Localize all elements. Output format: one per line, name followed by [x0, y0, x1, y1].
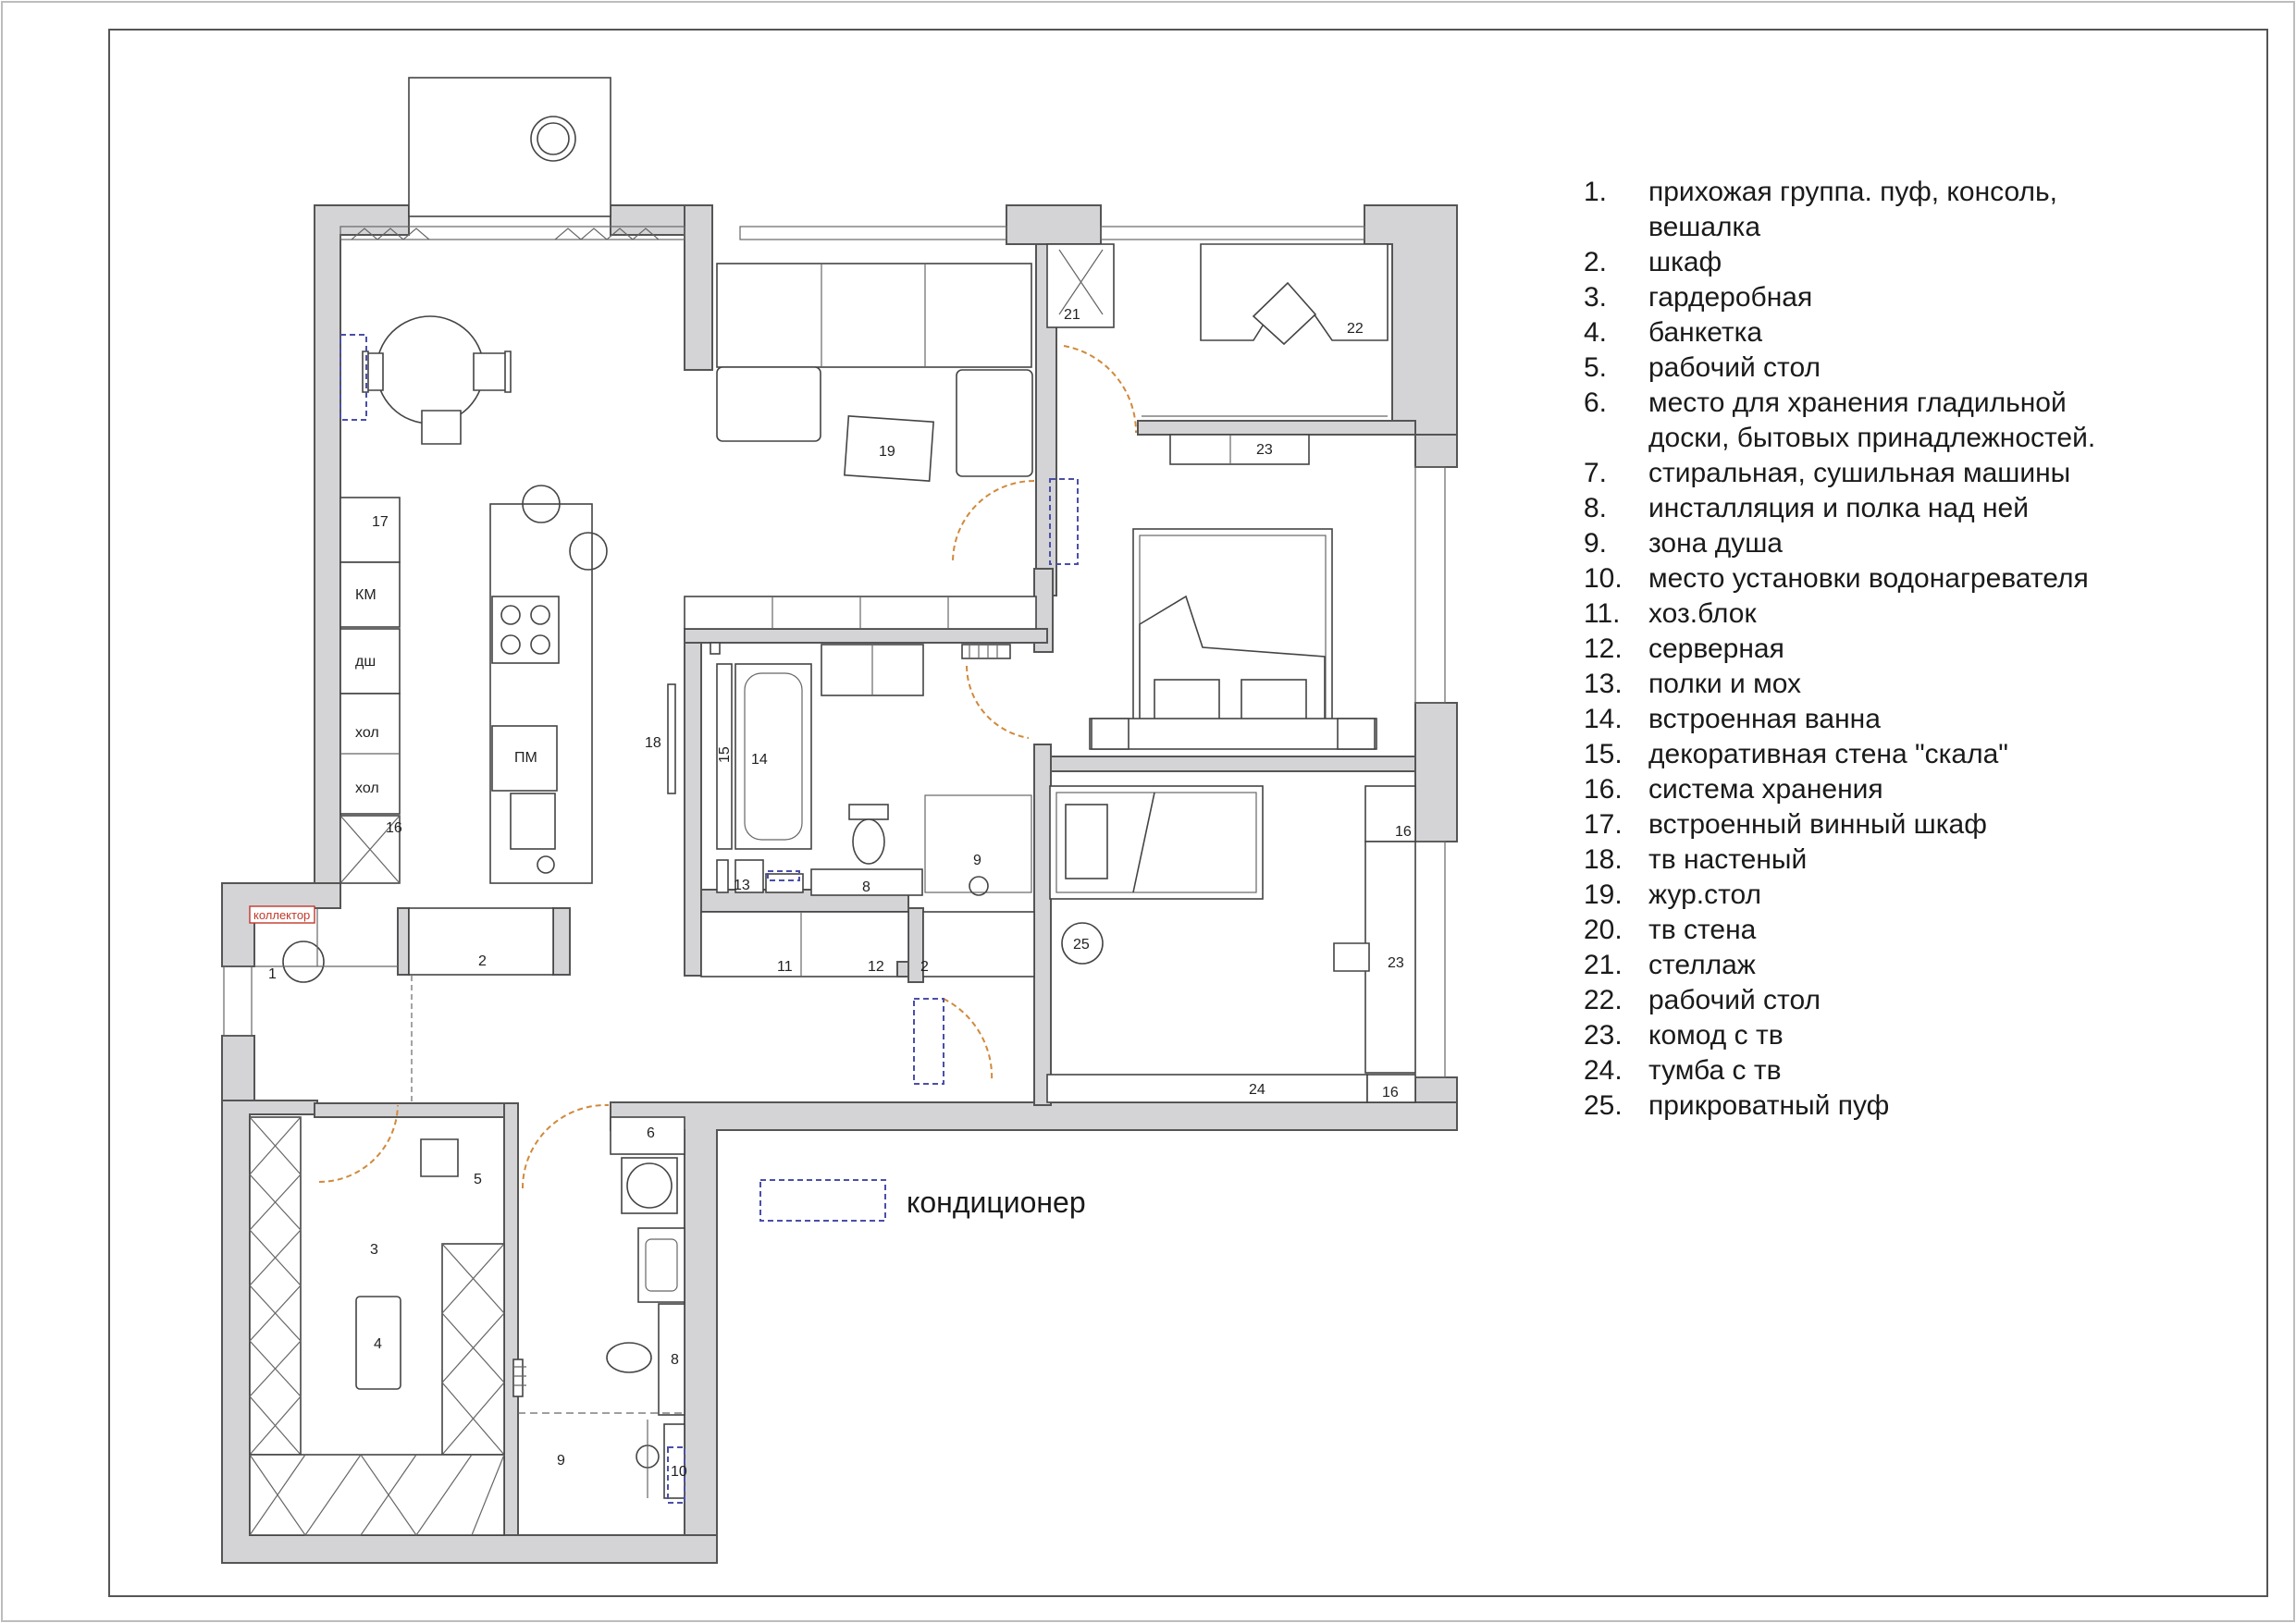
hob — [492, 596, 559, 663]
legend-item-2-text: шкаф — [1648, 247, 1722, 277]
label-9a: 9 — [973, 853, 981, 868]
ac-bedroom-2 — [914, 999, 944, 1084]
window-entry — [224, 966, 252, 1036]
legend-item-10-number: 10. — [1584, 563, 1623, 594]
tv-stand-24 — [1047, 1075, 1367, 1102]
legend-item-3-number: 3. — [1584, 282, 1608, 313]
ac-legend-label: кондиционер — [907, 1186, 1086, 1219]
legend-item-7-text: стиральная, сушильная машины — [1648, 458, 2071, 488]
dresser-23-top — [1170, 435, 1309, 464]
bathtub-14 — [735, 664, 811, 849]
legend-item-8-number: 8. — [1584, 493, 1608, 523]
window-bedroom1 — [1415, 467, 1445, 703]
toilet-tank — [849, 805, 888, 819]
wall-bedroom1-north — [1138, 421, 1415, 435]
legend-item-9-number: 9. — [1584, 528, 1608, 559]
nightstand-1a — [1092, 719, 1129, 749]
label-10: 10 — [671, 1464, 687, 1480]
label-km: КМ — [355, 587, 376, 603]
headboard-1 — [1090, 719, 1376, 749]
wall-east-b — [1415, 703, 1457, 842]
legend-item-18-text: тв настеный — [1648, 844, 1808, 875]
label-5: 5 — [474, 1172, 482, 1187]
bedroom-1 — [1090, 435, 1376, 749]
label-25: 25 — [1073, 937, 1090, 953]
label-9b: 9 — [557, 1453, 565, 1469]
legend-item-6-text: место для хранения гладильной — [1648, 387, 2067, 418]
wall-east-a — [1415, 435, 1457, 467]
label-16c: 16 — [1382, 1085, 1399, 1100]
label-24: 24 — [1249, 1082, 1265, 1098]
legend-item-3-text: гардеробная — [1648, 282, 1813, 313]
legend-item-13-text: полки и мох — [1648, 669, 1802, 699]
legend-item-23-text: комод с тв — [1648, 1020, 1784, 1051]
wall-entry-closet — [398, 908, 409, 975]
legend-item-14-text: встроенная ванна — [1648, 704, 1881, 734]
label-8b: 8 — [671, 1352, 679, 1368]
washer-7 — [622, 1158, 677, 1213]
legend-item-1-text-2: вешалка — [1648, 212, 1761, 242]
label-4: 4 — [374, 1336, 382, 1352]
nightstand-1b — [1338, 719, 1375, 749]
legend-item-20-text: тв стена — [1648, 915, 1757, 945]
label-3: 3 — [370, 1242, 378, 1258]
radiator-2 — [513, 1359, 523, 1396]
wall-bath-north — [685, 629, 1047, 643]
wall-west-mid — [222, 1036, 254, 1100]
label-23b: 23 — [1388, 955, 1404, 971]
legend-item-2-number: 2. — [1584, 247, 1608, 277]
shelf-13-a — [717, 860, 728, 892]
legend-item-4-number: 4. — [1584, 317, 1608, 348]
sofa-chaise-west — [717, 367, 821, 441]
wall-dressing-bath — [504, 1103, 518, 1535]
label-dsh: дш — [355, 654, 376, 670]
dining-table — [376, 316, 484, 424]
dressing-room — [250, 1117, 504, 1535]
bathroom-1 — [710, 643, 1031, 895]
legend-item-16-text: система хранения — [1648, 774, 1883, 805]
sofa-back — [717, 264, 1031, 367]
tv-wall-18 — [668, 684, 675, 793]
kitchen-sink — [511, 793, 555, 849]
wall-north-2 — [1006, 205, 1101, 244]
collector-label: коллектор — [253, 908, 311, 922]
ac-legend-swatch — [760, 1180, 885, 1221]
legend-item-5-text: рабочий стол — [1648, 352, 1821, 383]
legend-item-24-number: 24. — [1584, 1055, 1623, 1086]
legend-item-12-text: серверная — [1648, 633, 1784, 664]
dressing-shelf-south — [250, 1455, 504, 1535]
kitchen-dining — [340, 316, 675, 883]
server-12-box — [897, 962, 908, 977]
toilet-2 — [607, 1343, 651, 1372]
label-1: 1 — [268, 966, 277, 982]
legend-item-13-number: 13. — [1584, 669, 1623, 699]
door-bath-2 — [523, 1105, 609, 1188]
legend-item-4-text: банкетка — [1648, 317, 1763, 348]
balcony — [409, 78, 611, 216]
legend-item-14-number: 14. — [1584, 704, 1623, 734]
legend-item-24-text: тумба с тв — [1648, 1055, 1782, 1086]
bed-2-pillow — [1066, 805, 1107, 879]
legend-item-25-text: прикроватный пуф — [1648, 1090, 1890, 1121]
legend-item-12-number: 12. — [1584, 633, 1623, 664]
wine-cabinet-17 — [340, 498, 400, 562]
bedroom-2 — [1047, 786, 1415, 1102]
legend-item-21-text: стеллаж — [1648, 950, 1756, 980]
window-bedroom2 — [1415, 842, 1445, 1077]
door-bath-1 — [967, 666, 1029, 738]
wall-bedroom2-west — [1034, 744, 1051, 1105]
label-15: 15 — [717, 746, 733, 763]
door-study — [1064, 346, 1136, 433]
legend-item-16-number: 16. — [1584, 774, 1623, 805]
legend-item-11-number: 11. — [1584, 598, 1621, 629]
sink-cabinet — [766, 874, 803, 892]
legend-item-9-text: зона душа — [1648, 528, 1783, 559]
label-23a: 23 — [1256, 442, 1273, 458]
label-18: 18 — [645, 735, 661, 751]
wall-dressing-north — [315, 1103, 504, 1117]
door-bedroom-2 — [944, 999, 992, 1082]
toilet-bowl — [853, 819, 884, 864]
label-13: 13 — [734, 878, 750, 893]
dining-chair-east — [474, 351, 511, 392]
wall-living-kitchen-pier — [685, 205, 712, 370]
living-room — [685, 264, 1036, 629]
legend-item-23-number: 23. — [1584, 1020, 1623, 1051]
chair-bed2 — [1334, 943, 1369, 971]
legend-item-22-number: 22. — [1584, 985, 1623, 1015]
legend-item-5-number: 5. — [1584, 352, 1608, 383]
wall-bath-west — [685, 629, 701, 976]
legend-item-10-text: место установки водонагревателя — [1648, 563, 2089, 594]
legend-item-6-text-2: доски, бытовых принадлежностей. — [1648, 423, 2096, 453]
bath-fixture — [710, 643, 720, 654]
dressing-shelf-west — [250, 1117, 301, 1455]
door-living-bath — [953, 481, 1034, 562]
legend-item-11-text: хоз.блок — [1648, 598, 1757, 629]
legend-item-21-number: 21. — [1584, 950, 1623, 980]
label-16b: 16 — [1395, 824, 1412, 840]
legend-item-17-number: 17. — [1584, 809, 1623, 840]
dining-chair-south — [422, 411, 461, 444]
study-room — [1047, 244, 1388, 416]
legend-item-1-text: прихожая группа. пуф, консоль, — [1648, 177, 2057, 207]
legend-item-19-text: жур.стол — [1648, 879, 1762, 910]
label-hol-2: хол — [355, 781, 379, 796]
label-12: 12 — [868, 959, 884, 975]
label-17: 17 — [372, 514, 389, 530]
legend-item-19-number: 19. — [1584, 879, 1623, 910]
shelving-21 — [1047, 244, 1114, 327]
balcony-outline — [409, 78, 611, 216]
legend-item-8-text: инсталляция и полка над ней — [1648, 493, 2029, 523]
wall-bedrooms-between — [1051, 756, 1415, 771]
legend-item-6-number: 6. — [1584, 387, 1608, 418]
dressing-shelf-east — [442, 1244, 504, 1455]
wall-south-east — [611, 1102, 1457, 1535]
label-16a: 16 — [386, 820, 402, 836]
window-bedroom — [1101, 227, 1364, 240]
legend-item-15-text: декоративная стена "скала" — [1648, 739, 2008, 769]
wall-closet-2 — [553, 908, 570, 975]
label-14: 14 — [751, 752, 768, 768]
label-19: 19 — [879, 444, 895, 460]
label-11: 11 — [777, 959, 793, 975]
legend-item-18-number: 18. — [1584, 844, 1623, 875]
legend-item-1-number: 1. — [1584, 177, 1608, 207]
label-8a: 8 — [862, 879, 870, 895]
legend-item-25-number: 25. — [1584, 1090, 1623, 1121]
sofa-chaise-east — [957, 370, 1032, 476]
legend-item-22-text: рабочий стол — [1648, 985, 1821, 1015]
label-21: 21 — [1064, 307, 1080, 323]
label-22: 22 — [1347, 321, 1364, 337]
bathroom-2 — [513, 1117, 685, 1498]
shower-9-bath — [925, 795, 1031, 892]
legend-list — [1584, 177, 2095, 1121]
legend-item-7-number: 7. — [1584, 458, 1608, 488]
label-2a: 2 — [478, 953, 487, 969]
label-6: 6 — [647, 1125, 655, 1141]
window-living — [740, 227, 1006, 240]
desk-chair-5 — [421, 1139, 458, 1176]
label-pm: ПМ — [514, 750, 537, 766]
wardrobe-2-hall — [923, 912, 1034, 977]
legend-item-20-number: 20. — [1584, 915, 1623, 945]
legend-item-15-number: 15. — [1584, 739, 1623, 769]
label-2b: 2 — [920, 959, 929, 975]
label-hol-1: хол — [355, 725, 379, 741]
legend-item-17-text: встроенный винный шкаф — [1648, 809, 1987, 840]
